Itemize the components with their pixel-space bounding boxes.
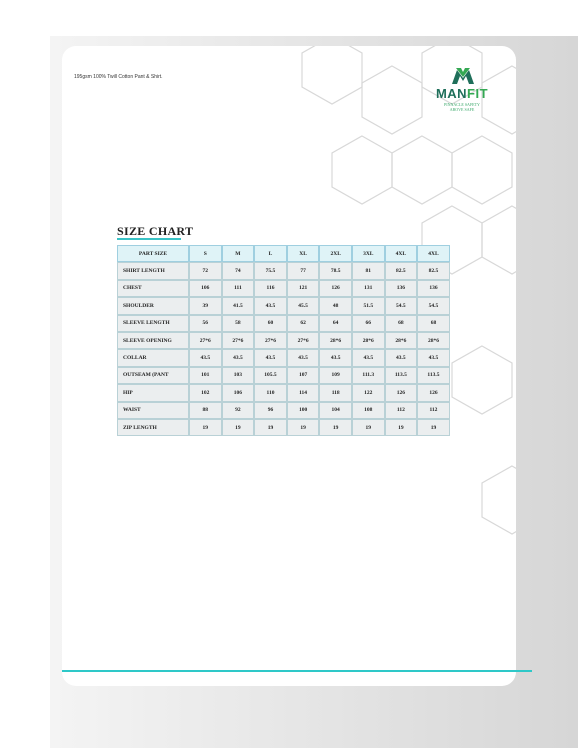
table-cell: 111.3	[352, 367, 385, 384]
table-body	[117, 262, 450, 436]
table-cell: 126	[385, 384, 418, 401]
logo-tagline	[422, 102, 502, 112]
table-cell: 68	[417, 315, 450, 332]
table-cell: 62	[287, 315, 320, 332]
size-header: 3XL	[352, 245, 385, 262]
row-label: ZIP LENGTH	[117, 419, 189, 436]
table-cell: 68	[385, 315, 418, 332]
table-cell: 27*6	[287, 332, 320, 349]
size-header: 2XL	[319, 245, 352, 262]
table-cell: 43.5	[385, 349, 418, 366]
table-cell: 103	[222, 367, 255, 384]
table-cell: 72	[189, 262, 222, 279]
table-row	[117, 384, 450, 401]
table-cell: 107	[287, 367, 320, 384]
table-cell: 92	[222, 402, 255, 419]
table-cell: 109	[319, 367, 352, 384]
table-cell: 43.5	[254, 297, 287, 314]
table-cell: 126	[417, 384, 450, 401]
size-header: XL	[287, 245, 320, 262]
table-cell: 126	[319, 280, 352, 297]
table-cell: 19	[385, 419, 418, 436]
table-cell: 41.5	[222, 297, 255, 314]
table-cell: 19	[222, 419, 255, 436]
table-row	[117, 419, 450, 436]
table-cell: 75.5	[254, 262, 287, 279]
table-row	[117, 367, 450, 384]
table-header-row	[117, 245, 450, 262]
table-cell: 28*6	[385, 332, 418, 349]
table-cell: 82.5	[417, 262, 450, 279]
logo-wordmark-accent: FIT	[467, 86, 489, 101]
table-cell: 104	[319, 402, 352, 419]
document-page	[62, 46, 516, 686]
table-cell: 19	[287, 419, 320, 436]
table-row	[117, 280, 450, 297]
row-label: WAIST	[117, 402, 189, 419]
table-cell: 19	[417, 419, 450, 436]
table-cell: 43.5	[287, 349, 320, 366]
table-cell: 122	[352, 384, 385, 401]
table-cell: 43.5	[417, 349, 450, 366]
table-cell: 136	[385, 280, 418, 297]
fabric-description: 195gsm 100% Twill Cotton Pant & Shirt.	[74, 74, 163, 80]
table-row	[117, 402, 450, 419]
table-cell: 101	[189, 367, 222, 384]
table-cell: 43.5	[352, 349, 385, 366]
row-label: SLEEVE LENGTH	[117, 315, 189, 332]
table-cell: 111	[222, 280, 255, 297]
table-corner-header: PART SIZE	[117, 245, 189, 262]
table-cell: 58	[222, 315, 255, 332]
logo-tagline-line1: PINNACLE SAFETY	[444, 102, 480, 107]
size-header: 4XL	[385, 245, 418, 262]
table-cell: 19	[189, 419, 222, 436]
table-row	[117, 315, 450, 332]
table-cell: 66	[352, 315, 385, 332]
table-cell: 28*6	[319, 332, 352, 349]
table-cell: 100	[287, 402, 320, 419]
table-cell: 78.5	[319, 262, 352, 279]
table-cell: 19	[319, 419, 352, 436]
table-cell: 74	[222, 262, 255, 279]
table-cell: 121	[287, 280, 320, 297]
row-label: SHIRT LENGTH	[117, 262, 189, 279]
logo-tagline-line2: ABOVE SAFE	[449, 107, 475, 112]
table-cell: 88	[189, 402, 222, 419]
row-label: HIP	[117, 384, 189, 401]
table-cell: 48	[319, 297, 352, 314]
table-cell: 108	[352, 402, 385, 419]
table-cell: 110	[254, 384, 287, 401]
table-cell: 19	[254, 419, 287, 436]
table-cell: 54.5	[385, 297, 418, 314]
table-cell: 105.5	[254, 367, 287, 384]
table-cell: 19	[352, 419, 385, 436]
table-cell: 131	[352, 280, 385, 297]
table-cell: 112	[417, 402, 450, 419]
table-cell: 136	[417, 280, 450, 297]
size-chart-table	[117, 245, 450, 436]
table-cell: 113.5	[385, 367, 418, 384]
table-cell: 28*6	[417, 332, 450, 349]
table-cell: 54.5	[417, 297, 450, 314]
table-cell: 51.5	[352, 297, 385, 314]
table-cell: 116	[254, 280, 287, 297]
manfit-logo-mark-icon	[452, 66, 474, 84]
table-cell: 81	[352, 262, 385, 279]
logo-wordmark	[422, 86, 502, 101]
size-header: M	[222, 245, 255, 262]
logo-wordmark-main: MAN	[435, 86, 468, 101]
heading-underline	[117, 238, 181, 240]
table-cell: 82.5	[385, 262, 418, 279]
size-header: 4XL	[417, 245, 450, 262]
table-cell: 56	[189, 315, 222, 332]
table-cell: 27*6	[222, 332, 255, 349]
table-cell: 39	[189, 297, 222, 314]
footer-accent-line	[62, 670, 532, 672]
table-cell: 45.5	[287, 297, 320, 314]
size-header: L	[254, 245, 287, 262]
table-row	[117, 262, 450, 279]
table-row	[117, 332, 450, 349]
table-cell: 77	[287, 262, 320, 279]
table-cell: 96	[254, 402, 287, 419]
table-cell: 27*6	[189, 332, 222, 349]
size-header: S	[189, 245, 222, 262]
table-cell: 43.5	[222, 349, 255, 366]
row-label: OUTSEAM (PANT	[117, 367, 189, 384]
table-cell: 43.5	[254, 349, 287, 366]
row-label: SLEEVE OPENING	[117, 332, 189, 349]
size-chart-heading: SIZE CHART	[117, 224, 194, 238]
row-label: COLLAR	[117, 349, 189, 366]
table-cell: 43.5	[319, 349, 352, 366]
row-label: SHOULDER	[117, 297, 189, 314]
table-cell: 27*6	[254, 332, 287, 349]
table-cell: 114	[287, 384, 320, 401]
table-row	[117, 349, 450, 366]
table-row	[117, 297, 450, 314]
table-cell: 106	[222, 384, 255, 401]
table-cell: 106	[189, 280, 222, 297]
table-cell: 43.5	[189, 349, 222, 366]
table-cell: 102	[189, 384, 222, 401]
row-label: CHEST	[117, 280, 189, 297]
table-cell: 113.5	[417, 367, 450, 384]
table-cell: 112	[385, 402, 418, 419]
table-cell: 118	[319, 384, 352, 401]
table-cell: 60	[254, 315, 287, 332]
table-cell: 28*6	[352, 332, 385, 349]
table-cell: 64	[319, 315, 352, 332]
manfit-logo	[422, 66, 502, 114]
